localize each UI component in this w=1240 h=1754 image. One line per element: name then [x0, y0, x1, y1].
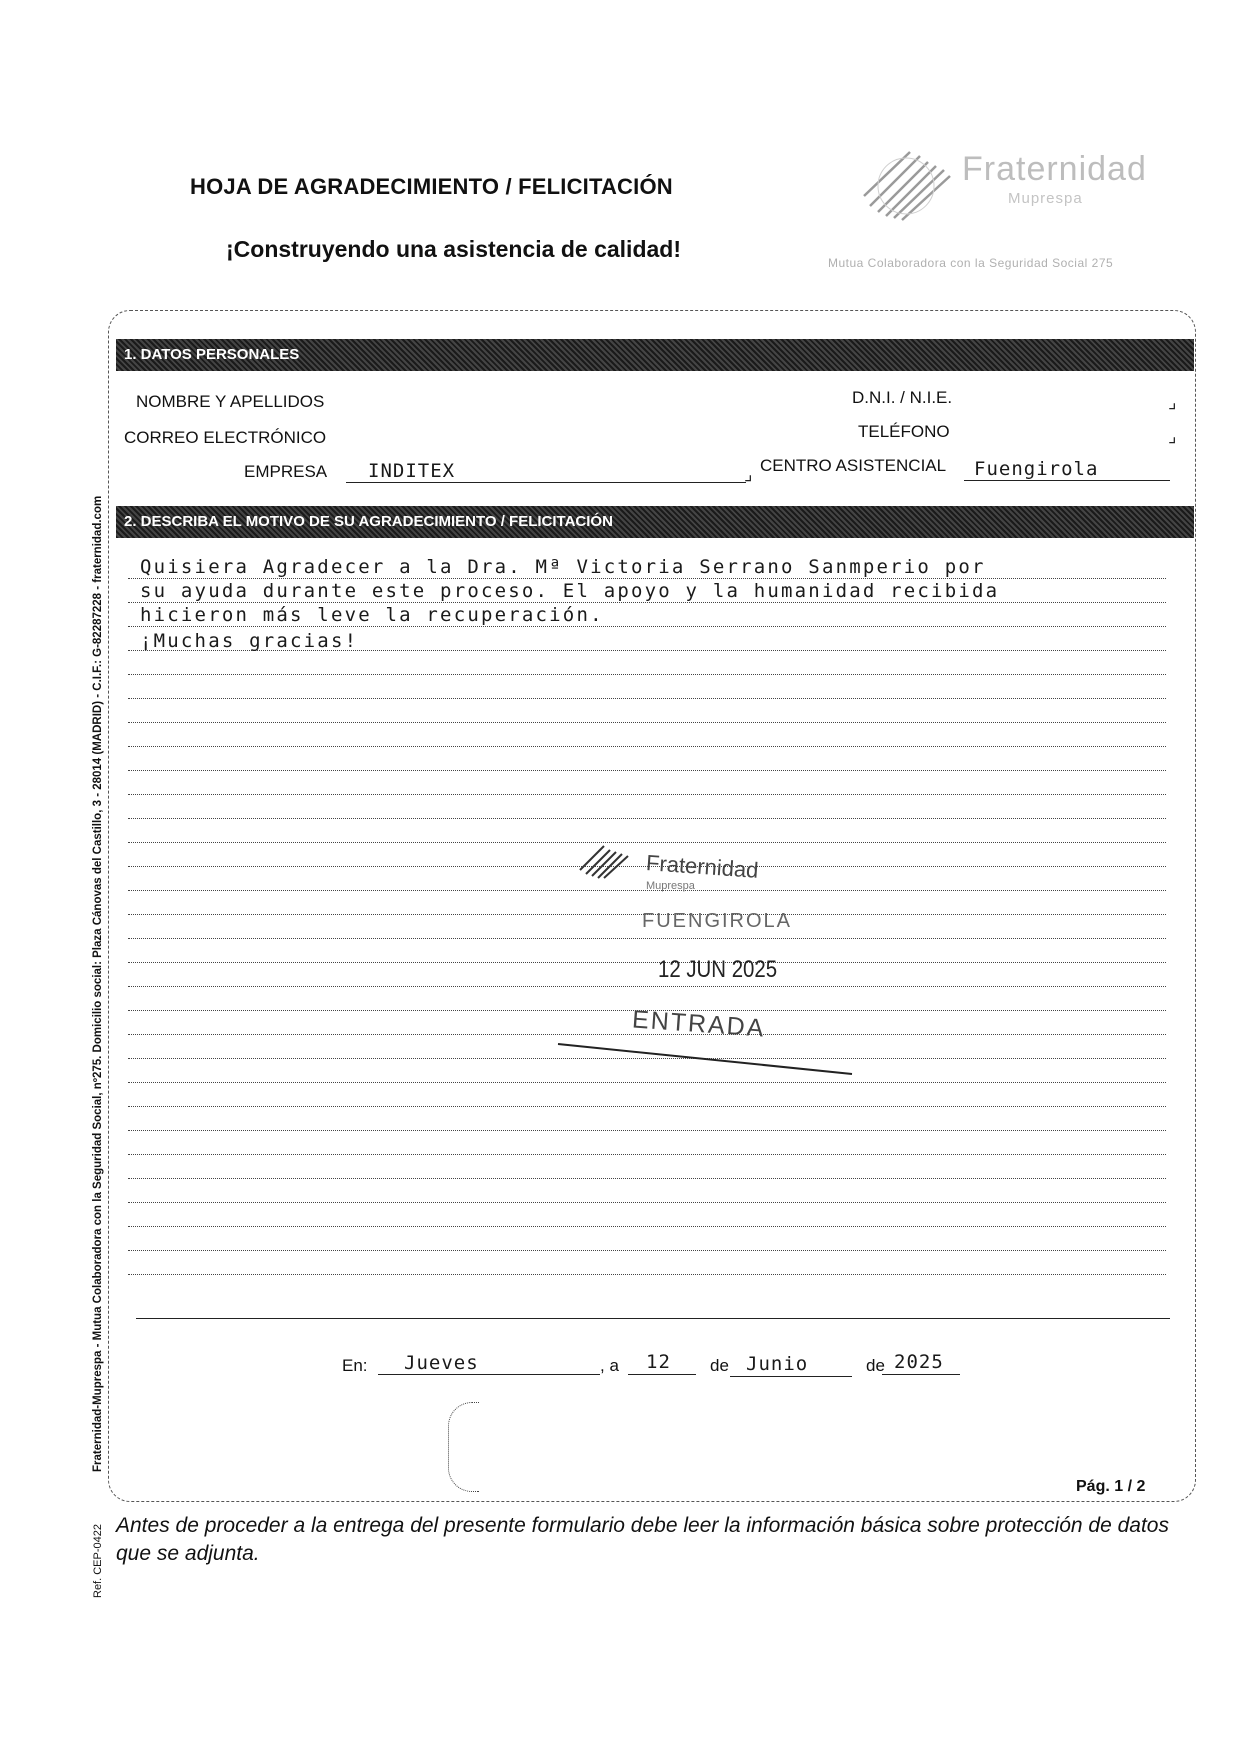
- empresa-label: EMPRESA: [244, 462, 328, 481]
- day-field[interactable]: 12: [628, 1348, 696, 1375]
- logo-tagline: Mutua Colaboradora con la Seguridad Social 275: [828, 256, 1114, 270]
- form-frame: [108, 310, 1196, 1502]
- ruled-line: [128, 1250, 1166, 1251]
- ruled-line: [128, 674, 1166, 675]
- ruled-line: [128, 842, 1166, 843]
- stamp-entry: ENTRADA: [631, 1005, 767, 1043]
- stamp-city: FUENGIROLA: [642, 910, 793, 932]
- de-label-1: de: [710, 1356, 729, 1375]
- stamp-sub: Muprespa: [646, 880, 695, 892]
- ruled-line: [128, 770, 1166, 771]
- data-protection-note: Antes de proceder a la entrega del presente formulario debe leer la información básica sobre protección de datos que se adjunta.: [116, 1514, 1169, 1565]
- empresa-field[interactable]: INDITEX: [346, 456, 746, 483]
- signature-box[interactable]: [448, 1402, 479, 1492]
- logo-name: Fraternidad: [962, 150, 1147, 188]
- stamp-logo-icon: [578, 840, 638, 880]
- dni-label: D.N.I. / N.I.E.: [852, 388, 953, 407]
- ruled-line: [128, 578, 1166, 579]
- ruled-line: [128, 1082, 1166, 1083]
- message-line-2: su ayuda durante este proceso. El apoyo y la humanidad recibida: [140, 580, 1000, 602]
- ruled-line: [128, 698, 1166, 699]
- ruled-line: [128, 986, 1166, 987]
- message-bottom-rule: [136, 1318, 1170, 1319]
- page-subtitle: ¡Construyendo una asistencia de calidad!: [226, 236, 681, 262]
- ruled-line: [128, 722, 1166, 723]
- stamp-name: Fraternidad: [645, 850, 760, 883]
- ruled-line: [128, 818, 1166, 819]
- stamp-underline: [556, 1036, 856, 1076]
- stamp-date: 12 JUN 2025: [658, 956, 778, 983]
- ruled-line: [128, 1202, 1166, 1203]
- a-label: , a: [600, 1356, 619, 1375]
- message-line-1: Quisiera Agradecer a la Dra. Mª Victoria Serrano Sanmperio por: [140, 556, 986, 578]
- ruled-line: [128, 626, 1166, 627]
- ruled-line: [128, 1274, 1166, 1275]
- message-line-4: ¡Muchas gracias!: [140, 630, 359, 652]
- ruled-line: [128, 1130, 1166, 1131]
- correo-label: CORREO ELECTRÓNICO: [124, 428, 327, 447]
- legal-side-text: Fraternidad-Muprespa - Mutua Colaboradora con la Seguridad Social, nº275. Domicilio social: Plaza Cánovas del Castillo, 3 - 28014 (MADRID) - C.I.F.: G-82287228 - fraternidad.com: [92, 495, 104, 1472]
- logo-sub: Muprespa: [1008, 190, 1083, 207]
- ruled-line: [128, 746, 1166, 747]
- ruled-line: [128, 1226, 1166, 1227]
- empresa-field-end: ⌟: [744, 464, 753, 484]
- month-field[interactable]: Junio: [730, 1350, 852, 1377]
- de-label-2: de: [866, 1356, 885, 1375]
- nombre-label: NOMBRE Y APELLIDOS: [136, 392, 325, 411]
- ref-code: Ref. CEP-0422: [92, 1524, 104, 1598]
- centro-field[interactable]: Fuengirola: [964, 454, 1170, 481]
- telefono-field-end: ⌟: [1168, 426, 1177, 446]
- en-label: En:: [342, 1356, 368, 1375]
- message-line-3: hicieron más leve la recuperación.: [140, 604, 604, 626]
- ruled-line: [128, 1154, 1166, 1155]
- section-personal-data-header: 1. DATOS PERSONALES: [116, 339, 1194, 371]
- page-number: Pág. 1 / 2: [1076, 1478, 1146, 1495]
- dni-field-end: ⌟: [1168, 392, 1177, 412]
- ruled-line: [128, 1178, 1166, 1179]
- ruled-line: [128, 962, 1166, 963]
- centro-label: CENTRO ASISTENCIAL: [760, 456, 947, 475]
- ruled-line: [128, 1106, 1166, 1107]
- year-field[interactable]: 2025: [882, 1348, 960, 1375]
- ruled-line: [128, 938, 1166, 939]
- page-title: HOJA DE AGRADECIMIENTO / FELICITACIÓN: [190, 174, 673, 199]
- ruled-line: [128, 794, 1166, 795]
- ruled-line: [128, 602, 1166, 603]
- section-reason-header: 2. DESCRIBA EL MOTIVO DE SU AGRADECIMIENTO / FELICITACIÓN: [116, 506, 1194, 538]
- place-field[interactable]: Jueves: [378, 1348, 600, 1375]
- telefono-label: TELÉFONO: [858, 422, 950, 441]
